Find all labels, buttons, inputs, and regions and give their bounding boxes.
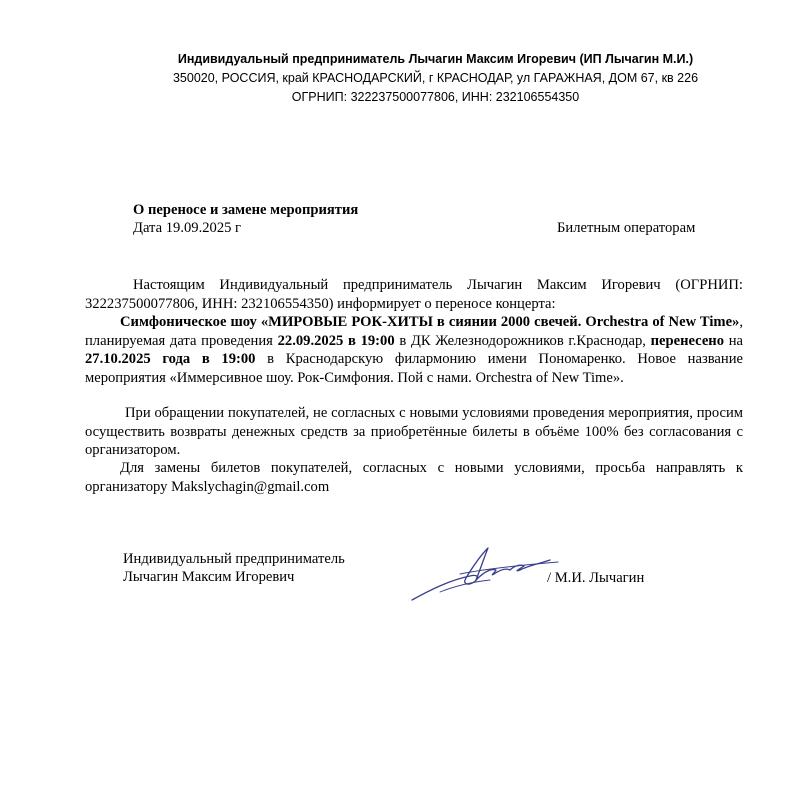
signatory-block bbox=[123, 550, 345, 586]
paragraph-exchange bbox=[85, 459, 743, 496]
event-name: Симфоническое шоу «МИРОВЫЕ РОК-ХИТЫ в сиянии 2000 свечей. Orchestra of New Time» bbox=[120, 314, 740, 330]
paragraph-exchange-text: Для замены билетов покупателей, согласных с новыми условиями, просьба направлять к организатору Makslychagin@gmail.com bbox=[85, 460, 743, 495]
signatory-position: Индивидуальный предприниматель bbox=[123, 551, 345, 567]
paragraph-refunds-text: При обращении покупателей, не согласных с новыми условиями проведения мероприятия, просим осуществить возвраты денежных средств за приобретённые билеты в объёме 100% без согласования с организатором. bbox=[85, 405, 743, 458]
handwritten-signature bbox=[410, 540, 560, 605]
signatory-short-name: / М.И. Лычагин bbox=[547, 570, 645, 586]
letterhead-address: 350020, РОССИЯ, край КРАСНОДАРСКИЙ, г КРАСНОДАР, ул ГАРАЖНАЯ, ДОМ 67, кв 226 bbox=[172, 71, 699, 85]
letterhead-ids: ОГРНИП: 322237500077806, ИНН: 232106554350 bbox=[291, 90, 580, 104]
new-date: 27.10.2025 года в 19:00 bbox=[85, 351, 256, 367]
planned-prefix: , планируемая дата проведения bbox=[85, 314, 743, 349]
letter-addressee: Билетным операторам bbox=[557, 220, 696, 236]
letterhead-title: Индивидуальный предприниматель Лычагин Максим Игоревич (ИП Лычагин М.И.) bbox=[177, 52, 694, 66]
paragraph-refunds bbox=[85, 404, 743, 460]
signatory-full-name: Лычагин Максим Игоревич bbox=[123, 569, 295, 585]
old-venue: в ДК Железнодорожников г.Краснодар, bbox=[394, 332, 651, 349]
letter-date: Дата 19.09.2025 г bbox=[133, 220, 242, 236]
planned-date: 22.09.2025 в 19:00 bbox=[277, 332, 395, 349]
letterhead bbox=[0, 50, 791, 107]
moved-label: перенесено bbox=[650, 332, 725, 349]
paragraph-transfer-intro: Настоящим Индивидуальный предприниматель Лычагин Максим Игоревич (ОГРНИП: 322237500077806, ИНН: 232106554350) информирует о переносе концерта: bbox=[85, 277, 743, 312]
new-venue: в Краснодарскую филармонию имени Пономаренко. Новое название мероприятия «Иммерсивное шоу. Рок-Симфония. Пой с нами. Orchestra of New Time». bbox=[85, 351, 743, 386]
paragraph-transfer bbox=[85, 276, 743, 387]
letter-subject: О переносе и замене мероприятия bbox=[133, 202, 359, 218]
on-word: на bbox=[724, 332, 744, 349]
